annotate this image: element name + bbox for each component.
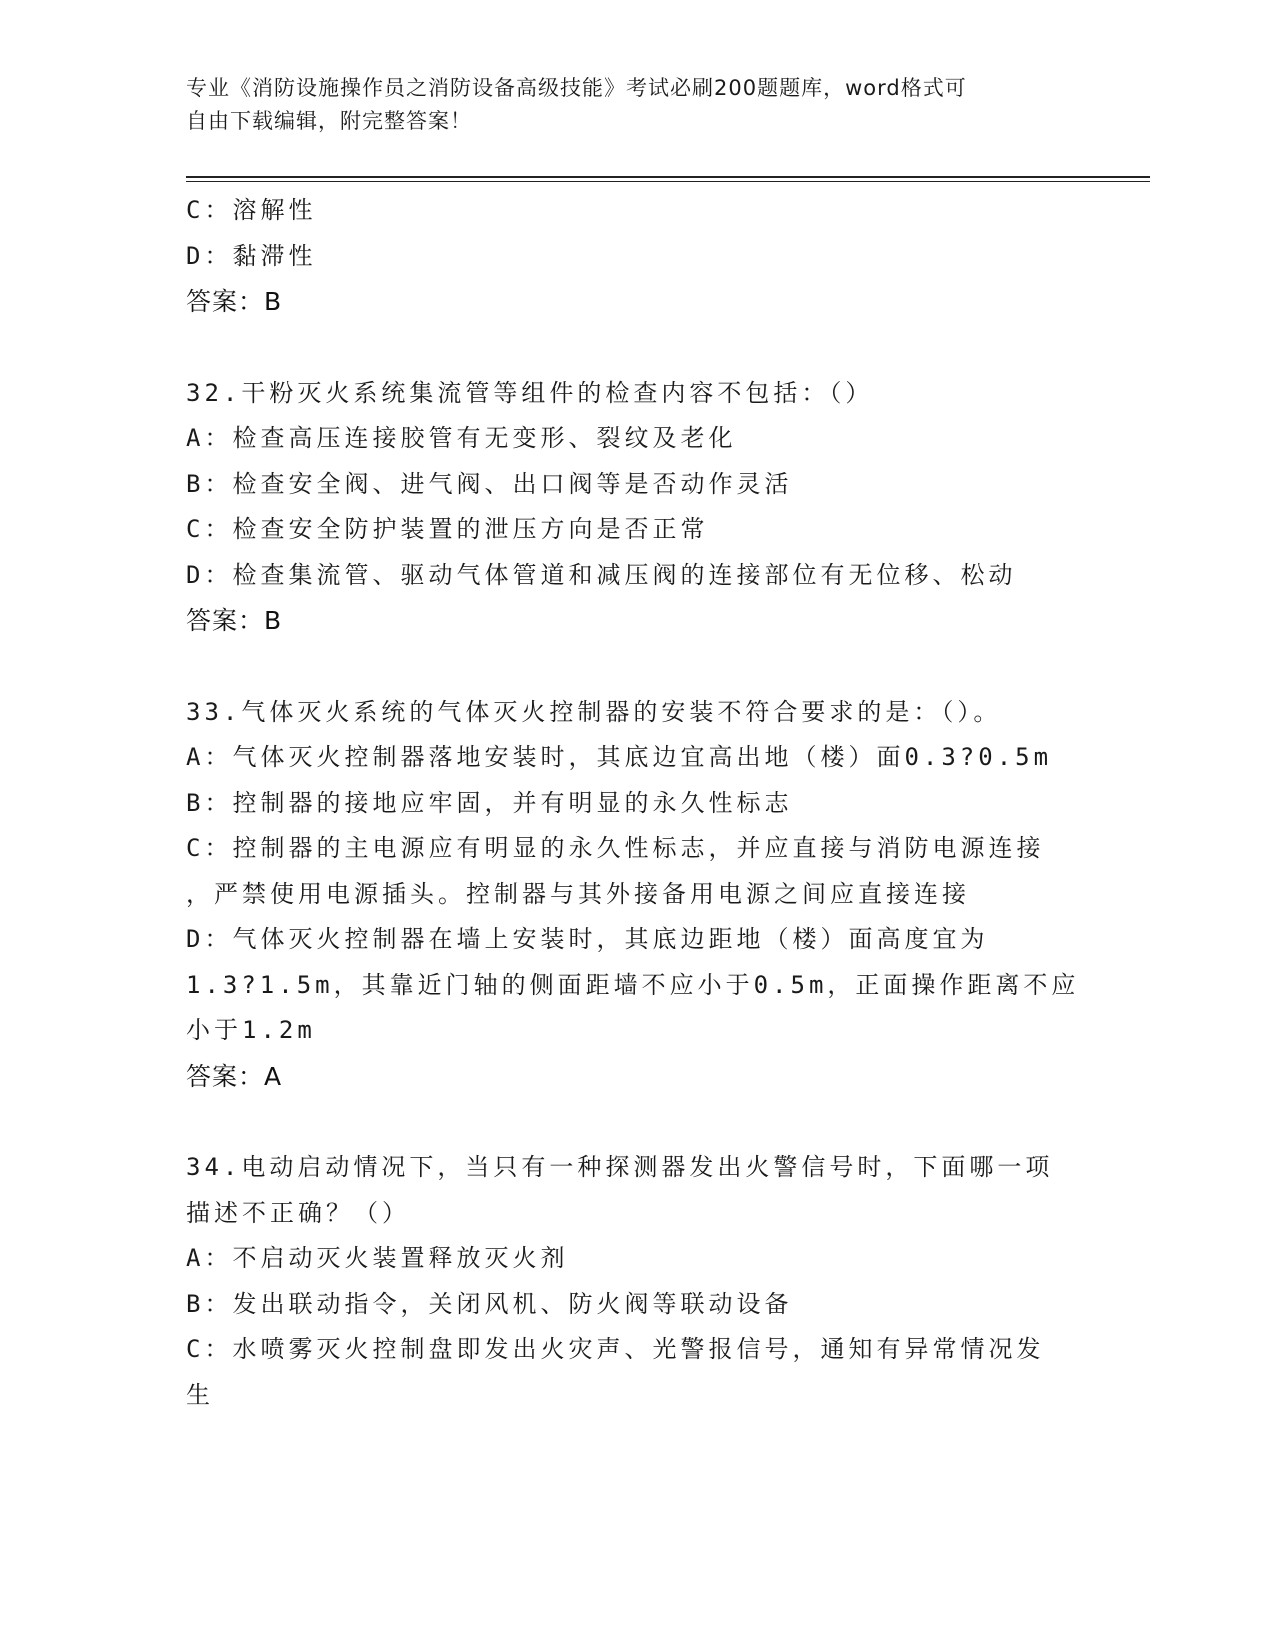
option-c: C：溶解性: [186, 196, 317, 224]
question-option: D：检查集流管、驱动气体管道和减压阀的连接部位有无位移、松动: [186, 560, 1017, 589]
question-option: D：气体灭火控制器在墙上安装时，其底边距地（楼）面高度宜为: [186, 925, 989, 953]
question-option: ，严禁使用电源插头。控制器与其外接备用电源之间应直接连接: [186, 879, 970, 908]
answer-line: 答案：B: [186, 287, 283, 316]
question-option: C：控制器的主电源应有明显的永久性标志，并应直接与消防电源连接: [186, 834, 1045, 862]
question-stem: 33.气体灭火系统的气体灭火控制器的安装不符合要求的是：（）。: [186, 697, 1002, 726]
question-option: B：检查安全阀、进气阀、出口阀等是否动作灵活: [186, 469, 793, 498]
question-option: A：检查高压连接胶管有无变形、裂纹及老化: [186, 424, 737, 452]
answer-line: 答案：B: [186, 606, 283, 635]
document-header: [186, 72, 1066, 138]
question-option: A：气体灭火控制器落地安装时，其底边宜高出地（楼）面0.3?0.5m: [186, 743, 1053, 771]
question-content: [186, 188, 1086, 1418]
option-d: D：黏滞性: [186, 241, 317, 270]
answer-line: 答案：A: [186, 1061, 283, 1091]
question-stem: 描述不正确？（）: [186, 1198, 410, 1227]
question-option: 小于1.2m: [186, 1016, 316, 1044]
question-option: B：发出联动指令，关闭风机、防火阀等联动设备: [186, 1289, 793, 1318]
header-line-2: 自由下载编辑，附完整答案！: [186, 109, 472, 133]
header-line-1: 专业《消防设施操作员之消防设备高级技能》考试必刷200题题库，word格式可: [186, 76, 967, 100]
header-divider-thin: [186, 181, 1150, 182]
question-option: 生: [186, 1380, 214, 1409]
question-option: C：检查安全防护装置的泄压方向是否正常: [186, 515, 709, 543]
question-option: 1.3?1.5m，其靠近门轴的侧面距墙不应小于0.5m，正面操作距离不应: [186, 970, 1080, 999]
question-stem: 32.干粉灭火系统集流管等组件的检查内容不包括：（）: [186, 378, 874, 407]
question-gap: [186, 325, 1086, 371]
question-gap: [186, 1099, 1086, 1145]
question-gap: [186, 644, 1086, 690]
question-stem: 34.电动启动情况下，当只有一种探测器发出火警信号时，下面哪一项: [186, 1153, 1054, 1181]
question-option: A：不启动灭火装置释放灭火剂: [186, 1244, 569, 1272]
question-option: B：控制器的接地应牢固，并有明显的永久性标志: [186, 788, 793, 817]
header-divider-thick: [186, 176, 1150, 178]
question-option: C：水喷雾灭火控制盘即发出火灾声、光警报信号，通知有异常情况发: [186, 1335, 1045, 1363]
